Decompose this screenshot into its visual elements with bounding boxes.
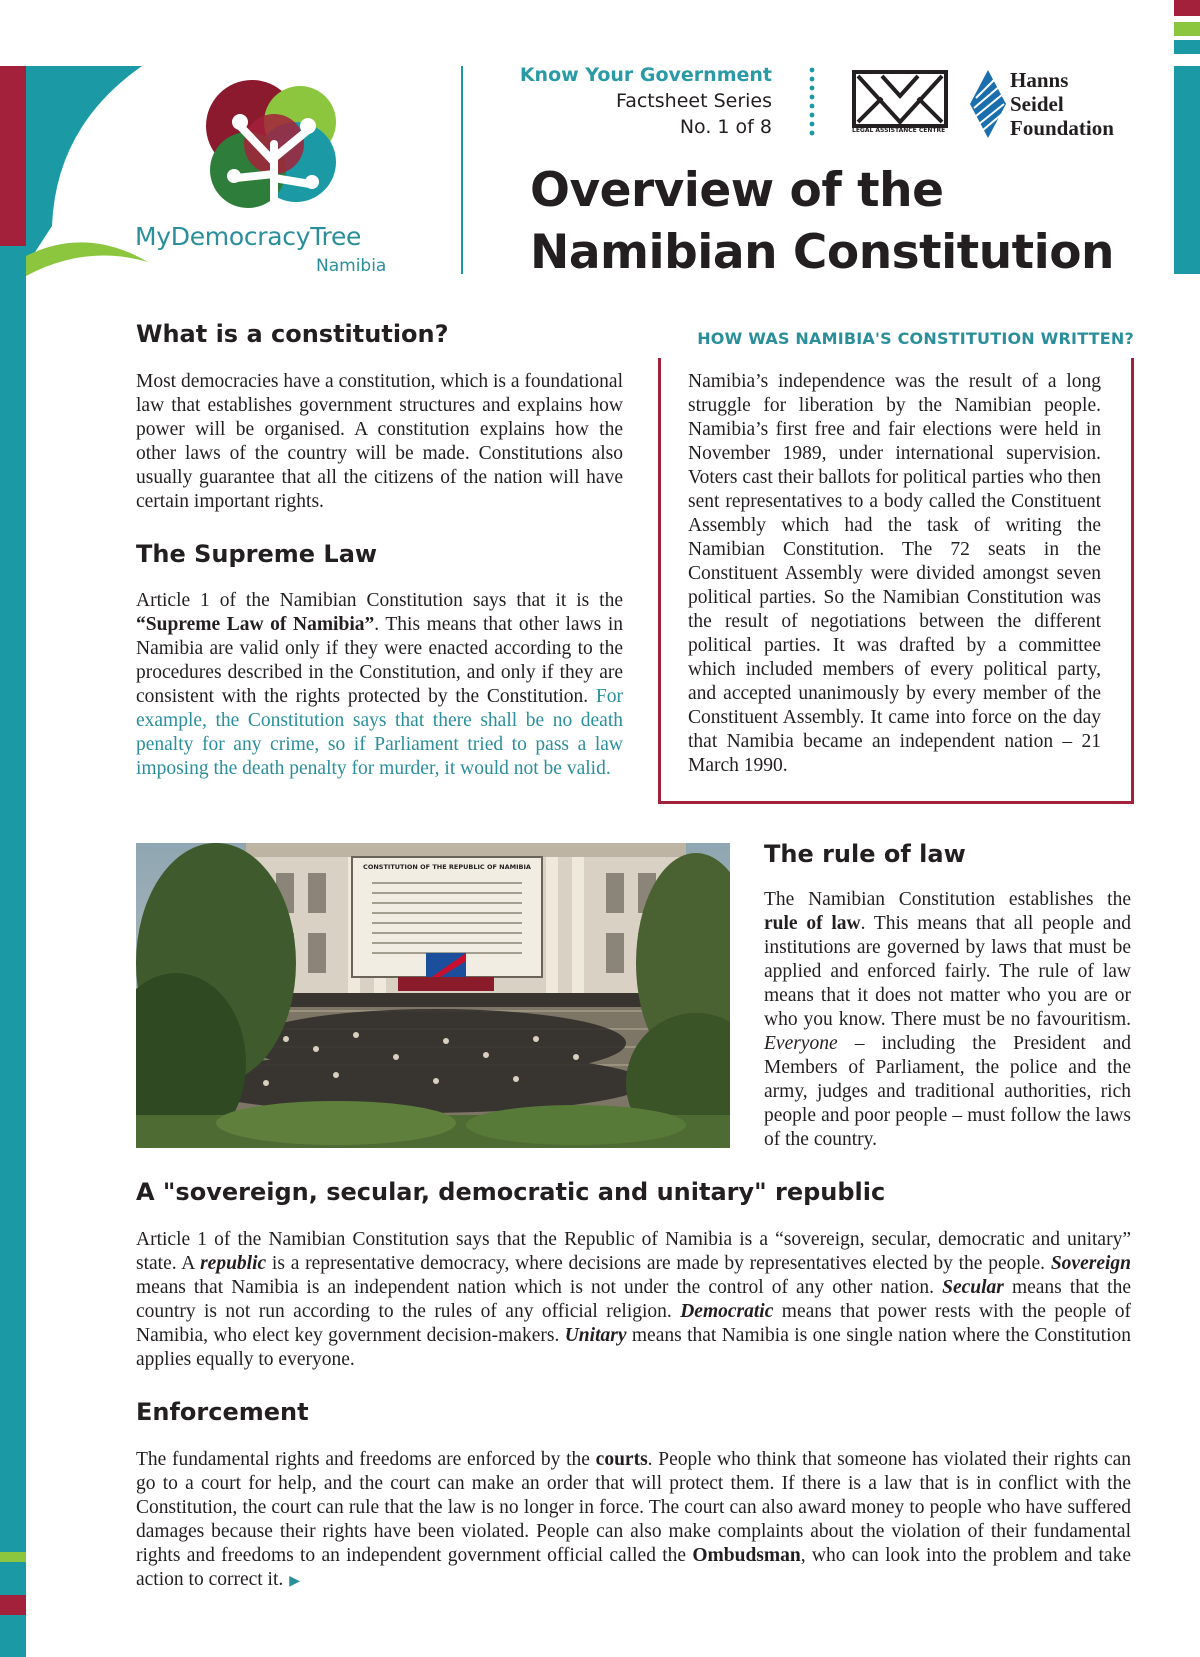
left-edge-green-bar <box>0 1552 26 1562</box>
republic-term-republic: republic <box>200 1253 267 1274</box>
section-heading-supreme-law: The Supreme Law <box>136 540 378 568</box>
supreme-law-text-1: Article 1 of the Namibian Constitution says that it is the <box>136 590 623 611</box>
supreme-law-text-2: . This means that other laws in Namibia are valid only if they were enacted according to the procedures described in the Constitution, and only if they are consistent with the rights protected by the Constitution. <box>136 614 623 707</box>
republic-text-4: means that the country is not run according to the rules of any official religion. <box>136 1277 1131 1322</box>
right-edge-teal-bar <box>1174 66 1200 274</box>
dotted-divider <box>808 66 816 138</box>
rule-of-law-text-3: – including the President and Members of Parliament, the police and the army, judges and traditional authorities, rich people and poor people – must follow the laws of the country. <box>764 1033 1131 1150</box>
section-heading-constitution: What is a constitution? <box>136 320 449 348</box>
section-heading-enforcement: Enforcement <box>136 1398 309 1426</box>
series-number: No. 1 of 8 <box>679 116 772 138</box>
rule-of-law-text-2: . This means that all people and institutions are governed by laws that must be applied and enforced fairly. The rule of law means that it does not matter who you are or who you know. There must be no favouritism. <box>764 913 1131 1030</box>
section-body-rule-of-law <box>764 888 1131 1152</box>
left-edge-teal-bar <box>0 235 26 1657</box>
hanns-seidel-foundation-logo-icon <box>968 68 1008 140</box>
series-subtitle: Factsheet Series <box>616 90 772 112</box>
rule-of-law-bold: rule of law <box>764 913 861 934</box>
sidebar-heading: HOW WAS NAMIBIA'S CONSTITUTION WRITTEN? <box>697 329 1134 348</box>
right-edge-green-block <box>1174 22 1200 36</box>
supreme-law-example: For example, the Constitution says that there shall be no death penalty for any crime, so if Parliament tried to pass a law imposing the death penalty for murder, it would not be valid. <box>136 686 623 779</box>
right-edge-crimson-block <box>1174 0 1200 16</box>
republic-text-3: means that Namibia is an independent nation which is not under the control of any other nation. <box>136 1277 943 1298</box>
left-edge-crimson-bar <box>0 66 26 246</box>
democracy-tree-logo-icon <box>196 66 346 216</box>
republic-term-democratic: Democratic <box>680 1301 774 1322</box>
legal-assistance-centre-caption: LEGAL ASSISTANCE CENTRE <box>852 127 946 134</box>
header-divider-line <box>461 66 463 274</box>
republic-term-sovereign: Sovereign <box>1050 1253 1131 1274</box>
constitution-building-photo <box>136 843 730 1148</box>
legal-assistance-centre-logo-icon <box>852 70 948 128</box>
enforcement-term-ombudsman: Ombudsman <box>692 1545 801 1566</box>
logo-name: MyDemocracyTree <box>135 222 362 251</box>
right-edge-teal-block <box>1174 40 1200 54</box>
republic-text-5: means that power rests with the people of Namibia, who elect key government decision-makers. <box>136 1301 1131 1346</box>
republic-term-unitary: Unitary <box>564 1325 627 1346</box>
page-title-line-2: Namibian Constitution <box>530 225 1114 280</box>
republic-text-2: is a representative democracy, where decisions are made by representatives elected by the people. <box>266 1253 1051 1274</box>
rule-of-law-italic: Everyone <box>764 1033 838 1054</box>
republic-text-1: Article 1 of the Namibian Constitution says that the Republic of Namibia is a “sovereign, secular, democratic and unitary” state. A <box>136 1229 1131 1274</box>
photo-banner-text: CONSTITUTION OF THE REPUBLIC OF NAMIBIA <box>363 863 531 871</box>
enforcement-text-3: , who can look into the problem and take action to correct it. <box>136 1545 1131 1590</box>
sidebar-body: Namibia’s independence was the result of a long struggle for liberation by the Namibian people. Namibia’s first free and fair elections were held in November 1989, under international supervision. Voters cast their ballots for political parties who then sent representatives to a body called the Constituent Assembly which had the task of writing the Namibian Constitution. The 72 seats in the Constituent Assembly were divided amongst seven political parties. So the Namibian Constitution was the result of negotiations between the different political parties. It was drafted by a committee which included members of every political party, and accepted unanimously by every member of the Constituent Assembly. It came into force on the day that Namibia became an independent nation – 21 March 1990. <box>688 371 1101 776</box>
page-title-line-1: Overview of the <box>530 163 944 218</box>
section-body-supreme-law <box>136 589 623 781</box>
left-edge-crimson-block <box>0 1595 26 1615</box>
section-body-republic <box>136 1228 1131 1372</box>
logo-subtitle: Namibia <box>316 256 387 276</box>
enforcement-term-courts: courts <box>595 1449 648 1470</box>
section-body-enforcement <box>136 1448 1131 1594</box>
republic-term-secular: Secular <box>942 1277 1004 1298</box>
section-body-constitution: Most democracies have a constitution, which is a foundational law that establishes government structures and explains how power will be organised. A constitution explains how the other laws of the country will be made. Constitutions also usually guarantee that all the citizens of the nation will have certain important rights. <box>136 371 623 512</box>
continue-arrow-icon: ▶ <box>289 1574 301 1589</box>
supreme-law-bold: “Supreme Law of Namibia” <box>136 614 375 635</box>
series-title: Know Your Government <box>519 64 772 86</box>
enforcement-text-1: The fundamental rights and freedoms are enforced by the <box>136 1449 596 1470</box>
section-heading-republic: A "sovereign, secular, democratic and unitary" republic <box>136 1178 886 1206</box>
republic-text-6: means that Namibia is one single nation where the Constitution applies equally to everyone. <box>136 1325 1131 1370</box>
hanns-seidel-foundation-name: Hanns Seidel Foundation <box>1010 68 1114 140</box>
enforcement-text-2: . People who think that someone has violated their rights can go to a court for help, and the court can make an order that will protect them. If there is a law that is in conflict with the Constitution, the court can rule that the law is no longer in force. The court can also award money to people who have suffered damages because their rights have been violated. People can also make complaints about the violation of their fundamental rights and freedoms to an independent government official called the <box>136 1449 1132 1566</box>
rule-of-law-text-1: The Namibian Constitution establishes the <box>764 889 1131 910</box>
page-title <box>530 160 1114 284</box>
section-heading-rule-of-law: The rule of law <box>764 840 966 868</box>
